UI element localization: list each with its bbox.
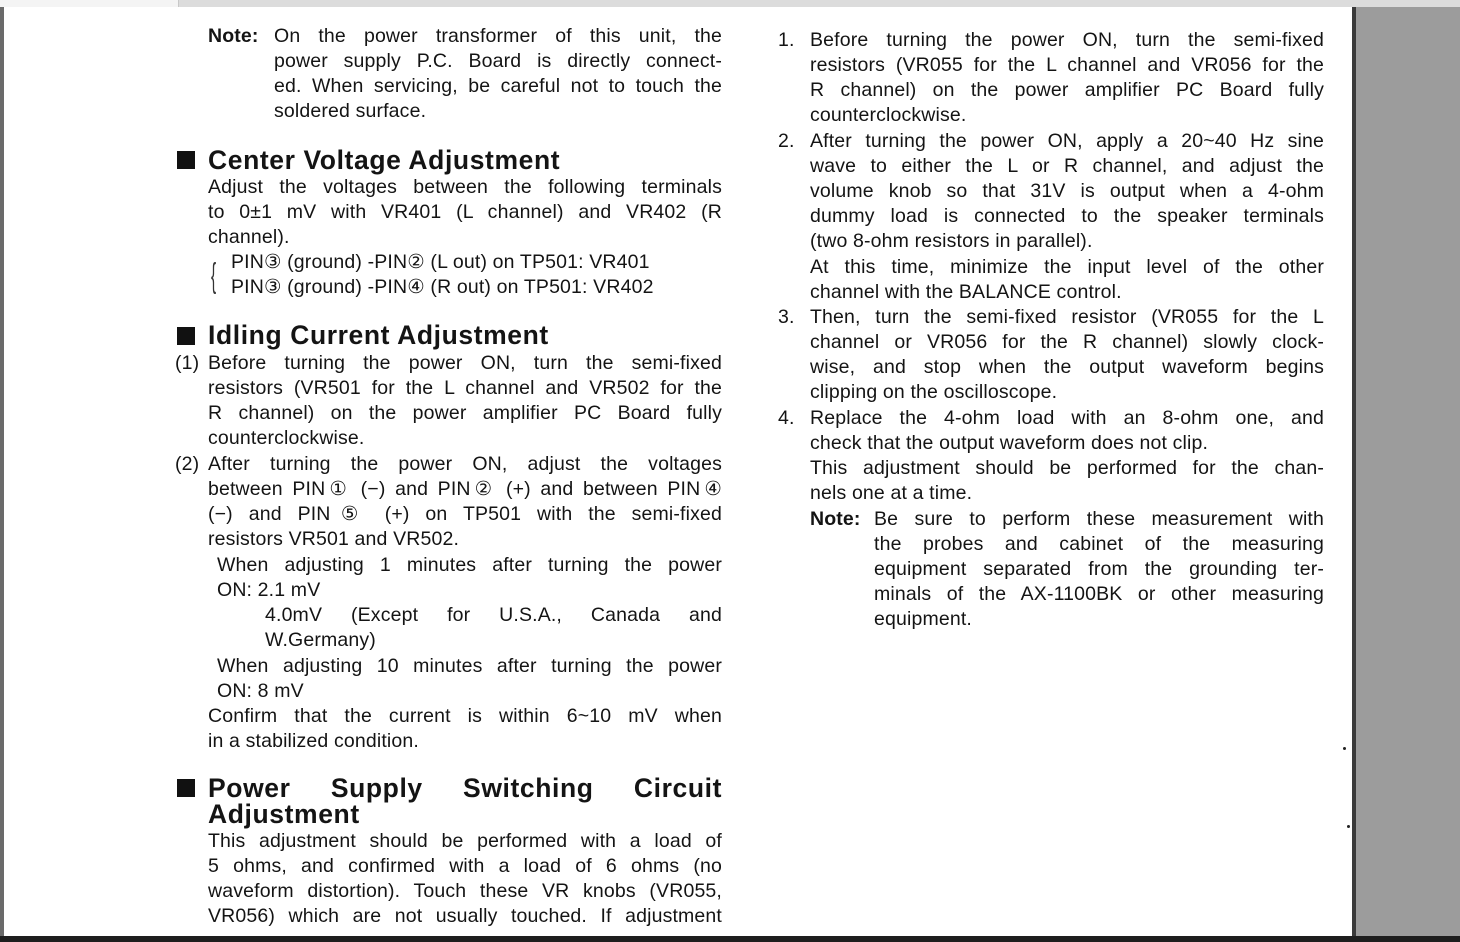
viewer-top-bar [0, 0, 1460, 7]
left-note-line: ed. When servicing, be careful not to touch the [274, 75, 722, 97]
right-step3-line: wise, and stop when the output waveform begins [810, 356, 1324, 378]
step-number: 2. [778, 130, 795, 152]
right-step1-line: resistors (VR055 for the L channel and VR056 for the [810, 54, 1324, 76]
right-note-line: equipment separated from the grounding ter- [874, 558, 1324, 580]
right-step4-line: This adjustment should be performed for the chan- [810, 457, 1324, 479]
right-step2-line: (two 8-ohm resistors in parallel). [810, 230, 1093, 252]
right-step2-line: dummy load is connected to the speaker terminals [810, 205, 1324, 227]
adjust-1min-alt: W.Germany) [265, 629, 376, 651]
right-step2-line: wave to either the L or R channel, and adjust the [810, 155, 1324, 177]
idling-step2-line: resistors VR501 and VR502. [208, 528, 460, 550]
center-voltage-line: channel). [208, 226, 290, 248]
step-number: (1) [175, 352, 200, 374]
scan-speck [1343, 747, 1346, 750]
center-voltage-line: Adjust the voltages between the following terminals [208, 176, 722, 198]
right-step2-line: After turning the power ON, apply a 20~40 Hz sine [810, 130, 1324, 152]
idling-step1-line: Before turning the power ON, turn the semi-fixed [208, 352, 722, 374]
pin-line: PIN③ (ground) -PIN④ (R out) on TP501: VR402 [231, 276, 654, 298]
section-bullet-icon [177, 151, 195, 169]
section-bullet-icon [177, 779, 195, 797]
power-supply-line: This adjustment should be performed with a load of [208, 830, 722, 852]
viewer-bottom-bar [0, 936, 1460, 942]
right-note-line: minals of the AX-1100BK or other measuring [874, 583, 1324, 605]
adjust-1min-line: When adjusting 1 minutes after turning the power [217, 554, 722, 576]
idling-step1-line: R channel) on the power amplifier PC Board fully [208, 402, 722, 424]
center-voltage-line: to 0±1 mV with VR401 (L channel) and VR402 (R [208, 201, 722, 223]
right-step1-line: counterclockwise. [810, 104, 967, 126]
adjust-1min-alt: 4.0mV (Except for U.S.A., Canada and [265, 604, 722, 626]
left-note-label: Note: [208, 25, 259, 47]
adjust-10min-value: ON: 8 mV [217, 680, 304, 702]
idling-step1-line: counterclockwise. [208, 427, 365, 449]
idling-step1-line: resistors (VR501 for the L channel and VR502 for the [208, 377, 722, 399]
confirm-line: Confirm that the current is within 6~10 mV when [208, 705, 722, 727]
step-number: 4. [778, 407, 795, 429]
pin-line: PIN③ (ground) -PIN② (L out) on TP501: VR401 [231, 251, 650, 273]
power-supply-line: VR056) which are not usually touched. If adjustment [208, 905, 722, 927]
confirm-line: in a stabilized condition. [208, 730, 419, 752]
adjust-10min-line: When adjusting 10 minutes after turning the power [217, 655, 722, 677]
right-step4-line: Replace the 4-ohm load with an 8-ohm one, and [810, 407, 1324, 429]
right-step4-line: nels one at a time. [810, 482, 973, 504]
section-bullet-icon [177, 327, 195, 345]
right-step2-line: channel with the BALANCE control. [810, 281, 1122, 303]
page-edge-shadow [1352, 7, 1356, 942]
right-step2-line: volume knob so that 31V is output when a 4-ohm [810, 180, 1324, 202]
right-step2-line: At this time, minimize the input level of the other [810, 256, 1324, 278]
step-number: (2) [175, 453, 200, 475]
right-step1-line: R channel) on the power amplifier PC Board fully [810, 79, 1324, 101]
center-voltage-heading: Center Voltage Adjustment [208, 145, 561, 175]
document-page [4, 7, 1356, 937]
idling-step2-line: After turning the power ON, adjust the voltages [208, 453, 722, 475]
right-note-line: the probes and cabinet of the measuring [874, 533, 1324, 555]
right-step3-line: channel or VR056 for the R channel) slowly clock- [810, 331, 1324, 353]
left-note-line: On the power transformer of this unit, the [274, 25, 722, 47]
right-step3-line: Then, turn the semi-fixed resistor (VR055 for the L [810, 306, 1324, 328]
right-step3-line: clipping on the oscilloscope. [810, 381, 1058, 403]
adjust-1min-value: ON: 2.1 mV [217, 579, 321, 601]
power-supply-heading: Power Supply Switching Circuit [208, 773, 722, 803]
left-note-line: power supply P.C. Board is directly connect- [274, 50, 722, 72]
power-supply-line: waveform distortion). Touch these VR knobs (VR055, [208, 880, 722, 902]
right-note-label: Note: [810, 508, 861, 530]
idling-step2-line: (−) and PIN⑤ (+) on TP501 with the semi-fixed [208, 503, 722, 525]
power-supply-line: 5 ohms, and confirmed with a load of 6 ohms (no [208, 855, 722, 877]
step-number: 3. [778, 306, 795, 328]
idling-heading: Idling Current Adjustment [208, 320, 549, 350]
right-step4-line: check that the output waveform does not clip. [810, 432, 1209, 454]
left-note-line: soldered surface. [274, 100, 427, 122]
scan-speck [1347, 825, 1350, 828]
right-note-line: Be sure to perform these measurement with [874, 508, 1324, 530]
power-supply-heading: Adjustment [208, 799, 360, 829]
brace-icon: { [211, 257, 217, 295]
idling-step2-line: between PIN① (−) and PIN② (+) and between PIN④ [208, 478, 722, 500]
viewer-tab[interactable] [0, 0, 179, 7]
right-note-line: equipment. [874, 608, 972, 630]
right-step1-line: Before turning the power ON, turn the semi-fixed [810, 29, 1324, 51]
step-number: 1. [778, 29, 795, 51]
